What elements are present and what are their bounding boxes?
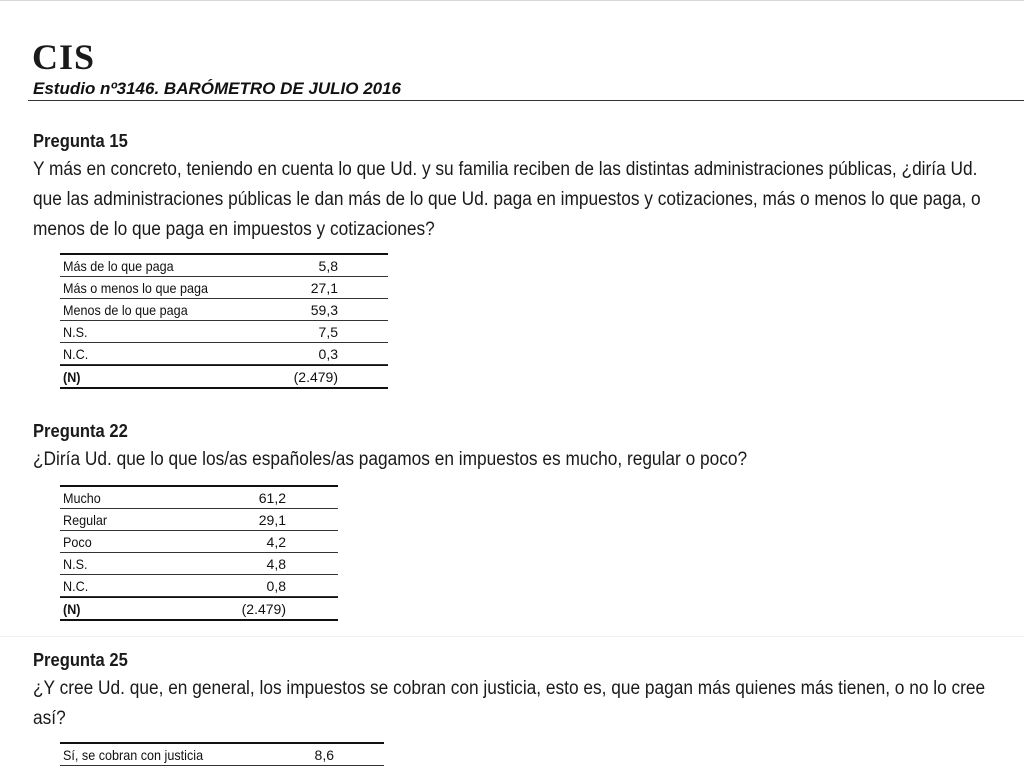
row-value: 4,2 <box>266 534 286 550</box>
row-label: N.S. <box>63 324 88 340</box>
row-value: 8,6 <box>314 747 334 763</box>
row-value: 7,5 <box>318 324 338 340</box>
question-22-title: Pregunta 22 <box>33 421 128 441</box>
question-25-title: Pregunta 25 <box>33 650 128 670</box>
question-25-text: ¿Y cree Ud. que, en general, los impuestos se cobran con justicia, esto es, que pagan más quienes más tienen, o no lo cree así? <box>33 678 986 729</box>
row-value: 0,8 <box>266 578 286 594</box>
question-22-text: ¿Diría Ud. que lo que los/as españoles/as pagamos en impuestos es mucho, regular o poco? <box>33 449 748 470</box>
row-label: N.C. <box>63 578 89 594</box>
table-row <box>60 255 388 277</box>
table-row <box>60 509 338 531</box>
total-value: (2.479) <box>293 369 338 385</box>
total-label: (N) <box>63 601 81 617</box>
question-15-title: Pregunta 15 <box>33 131 128 151</box>
table-row <box>60 321 388 343</box>
header-divider <box>28 100 1024 101</box>
page-break <box>0 636 1024 637</box>
table-total-row <box>60 365 388 389</box>
row-value: 0,3 <box>318 346 338 362</box>
row-label: Regular <box>63 512 108 528</box>
row-label: Menos de lo que paga <box>63 302 188 318</box>
table-row <box>60 553 338 575</box>
table-row <box>60 575 338 597</box>
top-border <box>0 0 1024 1</box>
table-row <box>60 487 338 509</box>
row-value: 59,3 <box>310 302 338 318</box>
row-label: Más o menos lo que paga <box>63 280 208 296</box>
brand-logo: CIS <box>32 37 96 77</box>
row-label: N.S. <box>63 556 88 572</box>
row-label: Sí, se cobran con justicia <box>63 747 204 763</box>
question-15-results <box>60 253 388 389</box>
row-label: Más de lo que paga <box>63 258 174 274</box>
table-row <box>60 277 388 299</box>
total-value: (2.479) <box>241 601 286 617</box>
table-total-row <box>60 597 338 621</box>
total-label: (N) <box>63 369 81 385</box>
question-22-results <box>60 485 338 621</box>
row-label: N.C. <box>63 346 89 362</box>
table-row <box>60 744 384 766</box>
question-25-results <box>60 742 384 766</box>
table-row <box>60 299 388 321</box>
table-row <box>60 531 338 553</box>
row-label: Poco <box>63 534 92 550</box>
table-row <box>60 343 388 365</box>
study-title: Estudio nº3146. BARÓMETRO DE JULIO 2016 <box>33 79 402 98</box>
question-15-text: Y más en concreto, teniendo en cuenta lo que Ud. y su familia reciben de las distintas administraciones públicas, ¿diría Ud. que las administraciones públicas le dan más de lo que Ud. paga en impuestos y cotizaciones, más o menos lo que paga, o menos de lo que paga en impuestos y cotizaciones? <box>33 159 981 240</box>
row-value: 5,8 <box>318 258 338 274</box>
row-value: 27,1 <box>310 280 338 296</box>
row-value: 4,8 <box>266 556 286 572</box>
row-value: 61,2 <box>258 490 286 506</box>
row-value: 29,1 <box>258 512 286 528</box>
row-label: Mucho <box>63 490 101 506</box>
